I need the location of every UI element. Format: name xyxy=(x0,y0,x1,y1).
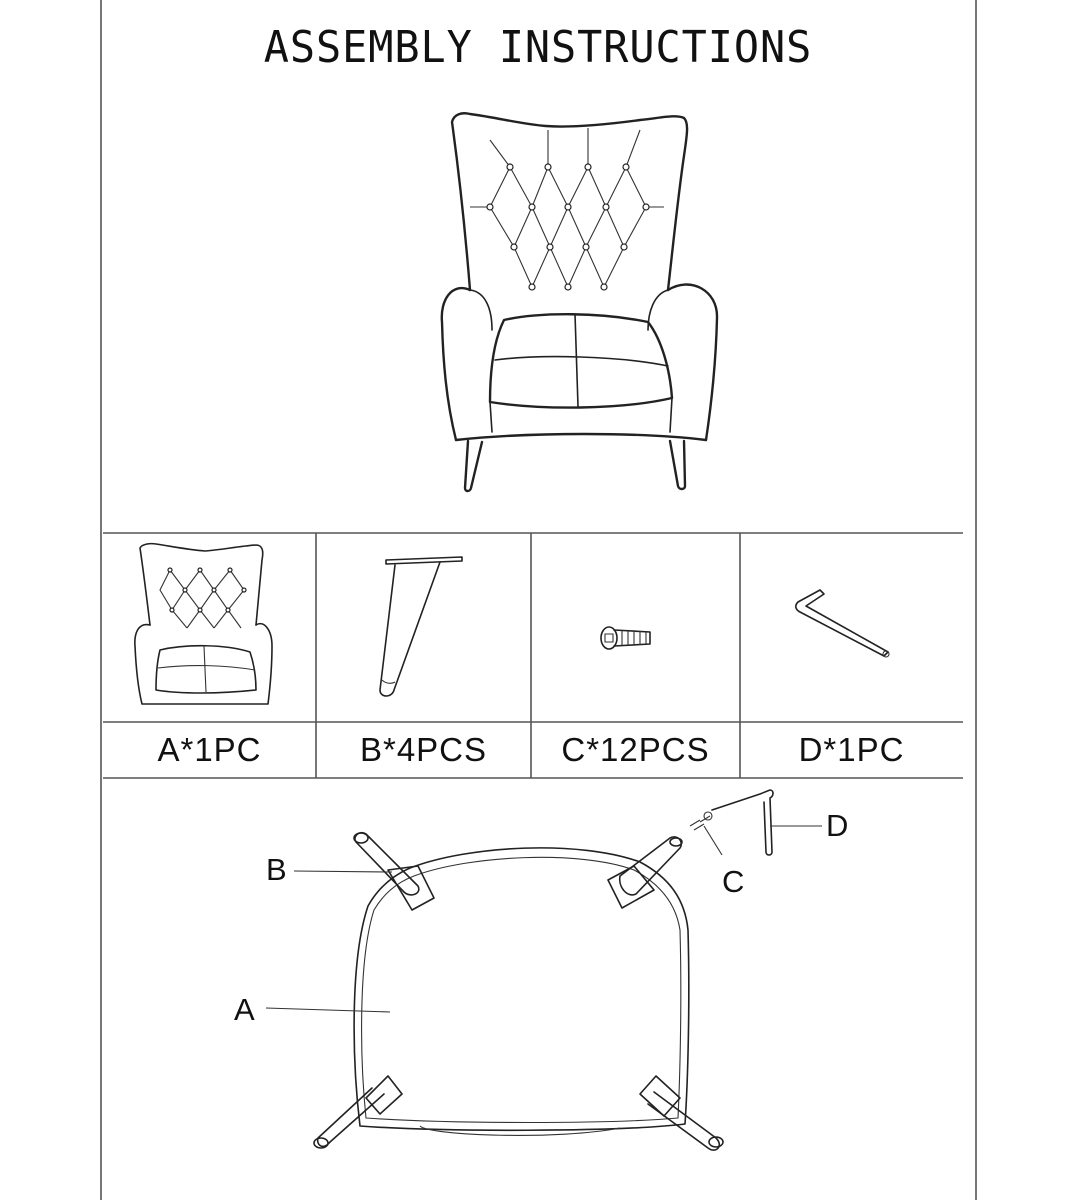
allen-key-icon xyxy=(796,590,889,657)
part-a-label: A*1PC xyxy=(157,731,262,768)
callout-c-leader xyxy=(704,826,722,855)
part-b-label: B*4PCS xyxy=(359,731,488,768)
armchair-icon xyxy=(135,544,272,704)
part-d-label: D*1PC xyxy=(798,731,905,768)
callout-b: B xyxy=(266,852,287,887)
assembled-armchair-illustration xyxy=(442,113,717,491)
callout-a: A xyxy=(234,992,255,1027)
assembly-diagram xyxy=(266,790,822,1150)
callout-a-leader xyxy=(266,1008,390,1012)
leg-icon xyxy=(380,557,462,696)
callout-c: C xyxy=(722,864,745,899)
page-title: ASSEMBLY INSTRUCTIONS xyxy=(263,22,813,73)
bolt-icon xyxy=(601,627,650,649)
part-c-label: C*12PCS xyxy=(561,731,710,768)
callout-d: D xyxy=(826,808,849,843)
callout-b-leader xyxy=(294,871,392,872)
